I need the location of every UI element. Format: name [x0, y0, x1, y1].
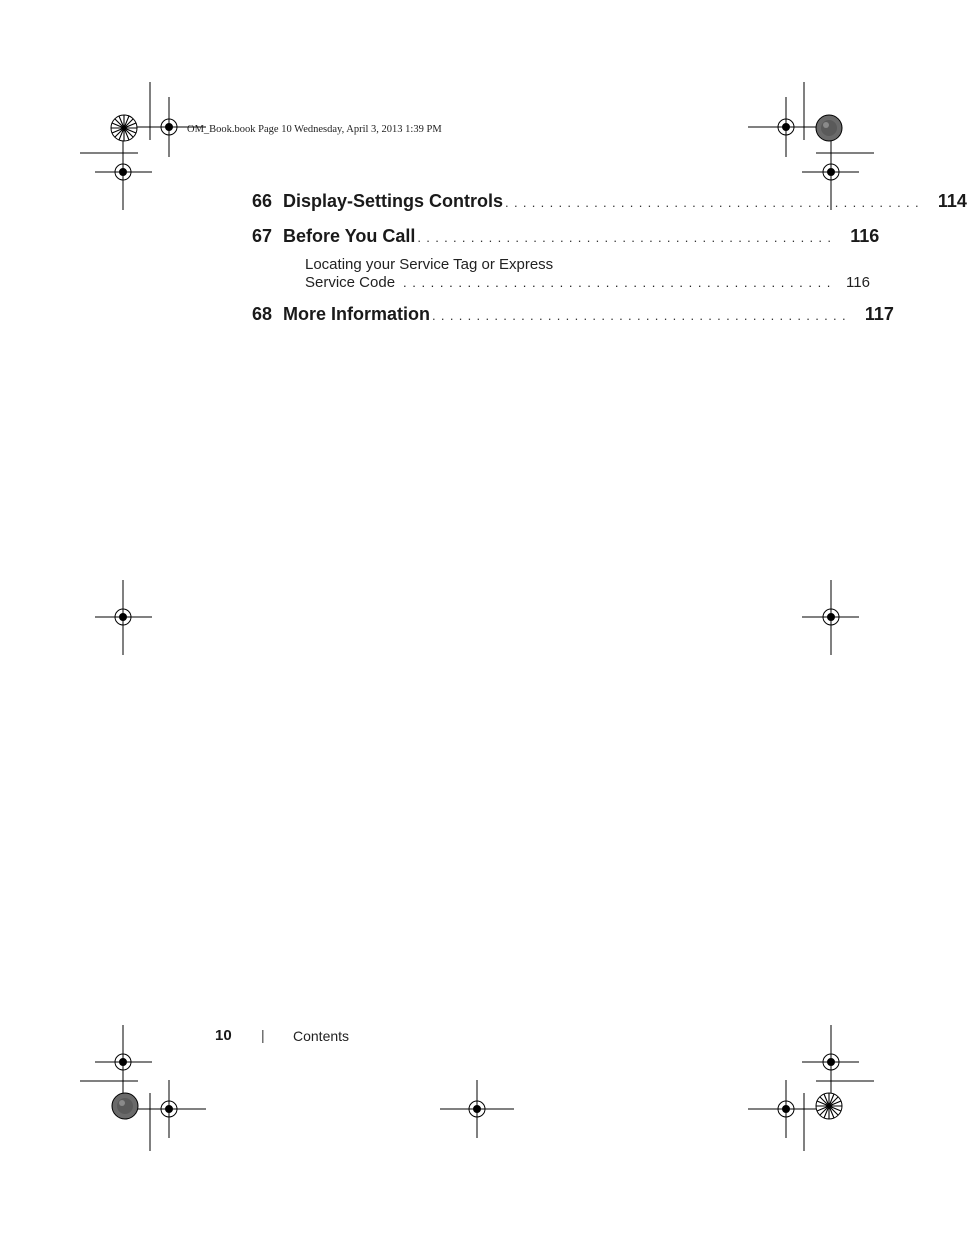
toc-entry-title: Before You Call: [283, 226, 416, 246]
toc-entry-page: 116: [850, 226, 880, 246]
density-dial-icon: [816, 115, 842, 141]
toc-subentry-title-line2: Service Code: [305, 274, 396, 291]
density-dial-icon: [112, 1093, 138, 1119]
toc-entry-number: 66: [252, 191, 273, 211]
toc-entry[interactable]: [252, 191, 967, 212]
toc-entry-title: More Information: [283, 304, 430, 324]
registration-target-icon: [132, 1080, 206, 1138]
toc-subentry-line2: [305, 274, 870, 292]
toc-subentry-page: 116: [846, 274, 870, 291]
dot-leader: ...............................................: [432, 308, 851, 323]
registration-target-icon: [95, 580, 152, 655]
footer-separator: |: [261, 1027, 265, 1043]
dot-leader: ...............................................: [505, 195, 924, 210]
toc-entry-page: 114: [937, 191, 967, 211]
toc-entry-number: 68: [252, 304, 273, 324]
toc-entry[interactable]: [252, 226, 880, 247]
registration-targets: [95, 97, 859, 1138]
toc-entry-title: Display-Settings Controls: [283, 191, 504, 211]
toc-entry[interactable]: [252, 304, 894, 325]
toc-subentry-title-line1: Locating your Service Tag or Express: [305, 256, 554, 273]
star-target-icon: [111, 115, 137, 141]
page-number: 10: [215, 1027, 232, 1044]
registration-target-icon: [748, 1080, 822, 1138]
toc-entry-page: 117: [864, 304, 894, 324]
registration-target-icon: [95, 135, 152, 210]
registration-target-icon: [440, 1080, 514, 1138]
toc-subentry[interactable]: [305, 256, 870, 292]
dot-leader: ...............................................: [417, 230, 837, 245]
dot-leader: ...............................................: [403, 275, 837, 290]
registration-target-icon: [748, 97, 822, 157]
registration-target-icon: [802, 580, 859, 655]
registration-target-icon: [95, 1025, 152, 1100]
star-target-icon: [816, 1093, 842, 1119]
footer-section-title: Contents: [293, 1028, 350, 1044]
registration-target-icon: [802, 1025, 859, 1100]
toc-entry-number: 67: [252, 226, 273, 246]
print-slug: OM_Book.book Page 10 Wednesday, April 3, 2013 1:39 PM: [187, 124, 442, 135]
